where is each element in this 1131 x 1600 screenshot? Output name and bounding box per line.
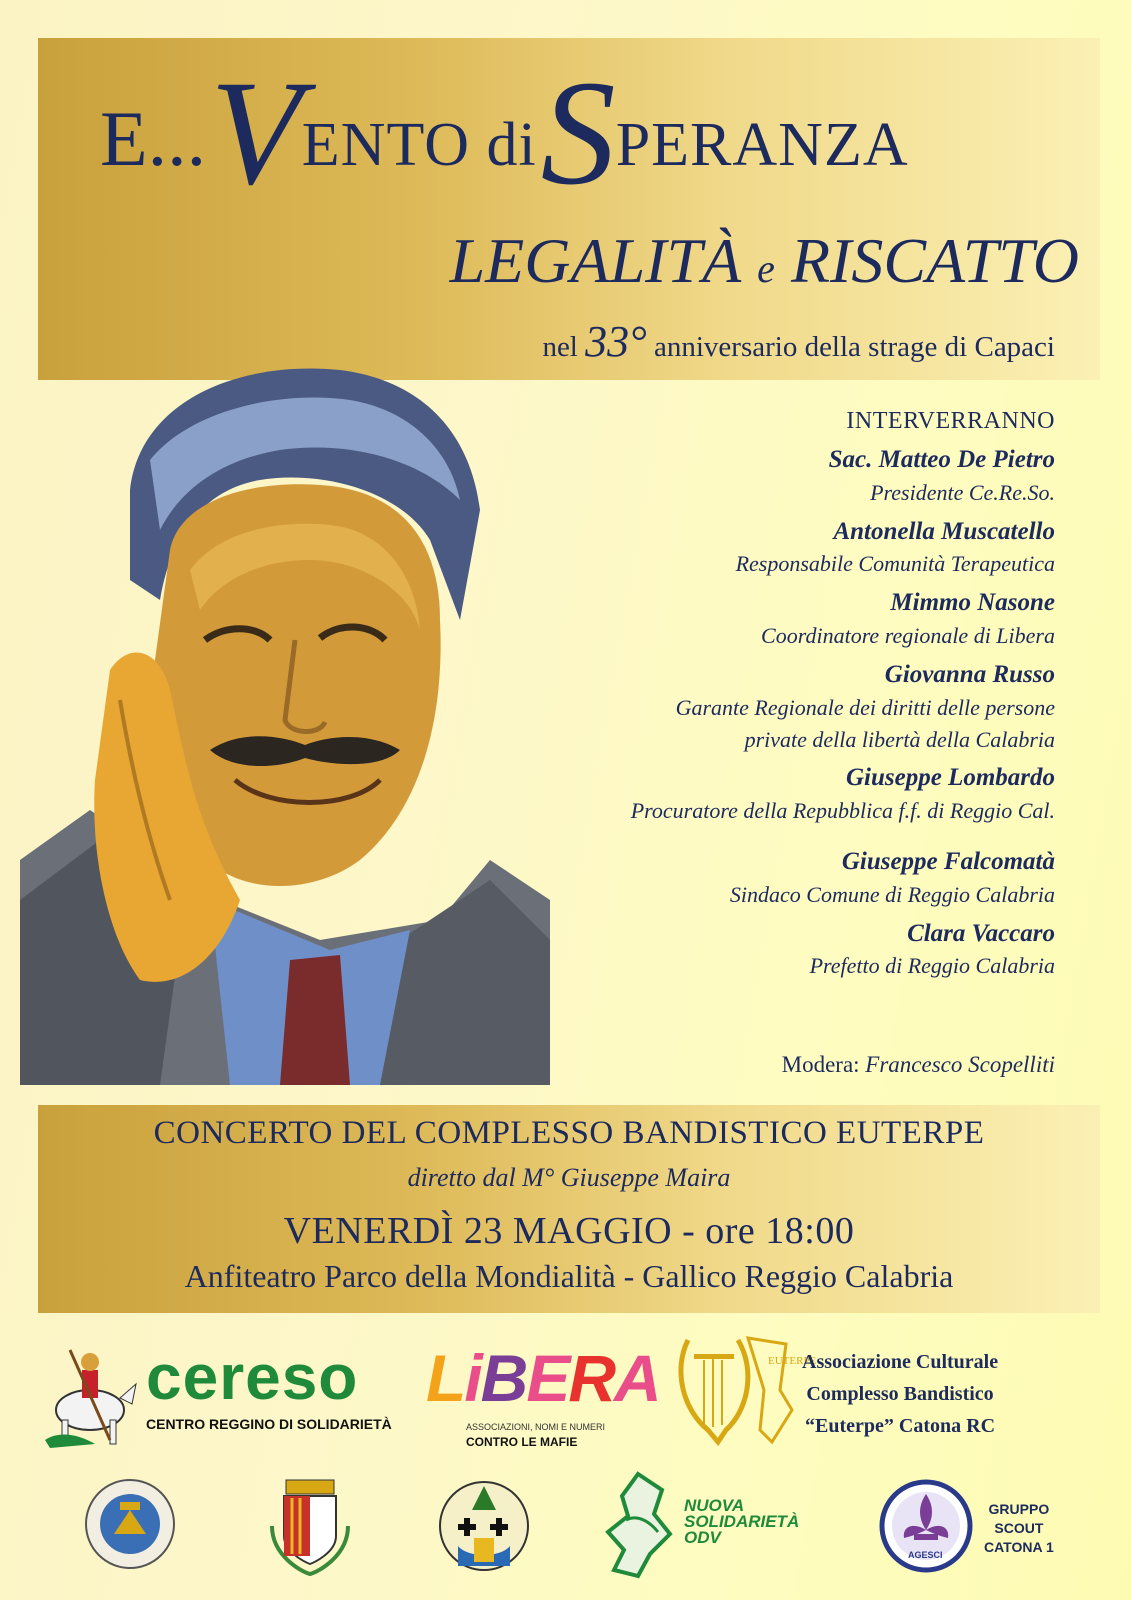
speaker-name: Antonella Muscatello [833, 517, 1055, 545]
moderator-line [782, 1052, 1055, 1078]
poster-title [100, 50, 1080, 216]
concert-title: CONCERTO DEL COMPLESSO BANDISTICO EUTERPE [153, 1115, 985, 1151]
euterpe-lyre-icon [668, 1330, 817, 1450]
concert-band [38, 1105, 1100, 1313]
concert-director: diretto dal M° Giuseppe Maira [407, 1163, 731, 1192]
scout-group-text [984, 1500, 1054, 1557]
speaker-entry [495, 658, 1055, 756]
coat-of-arms-icon [262, 1476, 358, 1576]
speaker-entry [495, 845, 1055, 911]
speaker-role: Presidente Ce.Re.So. [870, 479, 1055, 505]
nuova-line: NUOVA [684, 1496, 745, 1515]
nuova-line: SOLIDARIETÀ [684, 1512, 800, 1532]
speaker-entry [495, 917, 1055, 983]
scout-line: SCOUT [994, 1519, 1044, 1536]
scout-line: CATONA 1 [984, 1538, 1054, 1555]
speaker-name: Giovanna Russo [884, 660, 1055, 688]
speakers-heading: INTERVERRANNO [846, 408, 1055, 434]
speaker-name: Sac. Matteo De Pietro [828, 446, 1055, 473]
speaker-name: Clara Vaccaro [907, 919, 1055, 947]
agesci-label: AGESCI [908, 1550, 943, 1560]
speaker-role: Sindaco Comune di Reggio Calabria [729, 881, 1055, 907]
nuova-solidarieta-text [684, 1498, 799, 1546]
speaker-entry [495, 761, 1055, 827]
speaker-role: Garante Regionale dei diritti delle persone [675, 694, 1055, 720]
euterpe-logo-text [802, 1346, 998, 1442]
concert-venue: Anfiteatro Parco della Mondialità - Gallico Reggio Calabria [184, 1258, 954, 1294]
speaker-role: Responsabile Comunità Terapeutica [735, 551, 1055, 577]
cereso-logo-subtitle: CENTRO REGGINO DI SOLIDARIETÀ [146, 1416, 392, 1432]
anniversary-prefix: nel [542, 331, 578, 363]
municipal-seal-icon [82, 1476, 178, 1572]
speaker-role: Coordinatore regionale di Libera [761, 623, 1055, 649]
scout-line: GRUPPO [988, 1501, 1050, 1517]
libera-logo-sub2: CONTRO LE MAFIE [466, 1435, 578, 1449]
speaker-entry [495, 515, 1055, 581]
nuova-line: ODV [684, 1528, 721, 1548]
subtitle-riscatto: RISCATTO [790, 225, 1079, 296]
poster-subtitle [450, 224, 1079, 298]
euterpe-map-label: EUTERPE [768, 1355, 817, 1367]
calabria-region-icon [438, 1480, 530, 1572]
libera-letter: A [614, 1341, 660, 1415]
speaker-entry [495, 443, 1055, 509]
cereso-saint-george-icon [40, 1340, 140, 1450]
speaker-role: Procuratore della Repubblica f.f. di Reggio Cal. [630, 798, 1055, 824]
libera-letter: B [480, 1341, 527, 1415]
title-speranza: PERANZA [615, 111, 909, 179]
title-vento: ENTO di [301, 111, 537, 179]
cereso-logo-word: cereso [146, 1341, 359, 1413]
libera-logo-sub1: ASSOCIAZIONI, NOMI E NUMERI [466, 1422, 606, 1432]
euterpe-line: “Euterpe” Catona RC [805, 1415, 996, 1437]
anniversary-number: 33° [585, 317, 647, 366]
moderator-name: Francesco Scopelliti [865, 1052, 1055, 1077]
speakers-list [495, 408, 1055, 988]
libera-letter: i [464, 1341, 481, 1415]
speaker-name: Giuseppe Falcomatà [841, 848, 1055, 876]
libera-letter: R [568, 1341, 615, 1415]
libera-letter: E [526, 1341, 569, 1415]
anniversary-suffix: anniversario della strage di Capaci [653, 331, 1055, 363]
subtitle-legalita: LEGALITÀ [449, 225, 742, 296]
speaker-role: private della libertà della Calabria [744, 726, 1055, 752]
nuova-solidarieta-map-icon [598, 1470, 688, 1580]
agesci-scout-badge-icon [878, 1478, 974, 1574]
speaker-name: Giuseppe Lombardo [845, 764, 1055, 792]
euterpe-line: Associazione Culturale [802, 1351, 999, 1373]
speaker-role: Prefetto di Reggio Calabria [809, 953, 1055, 979]
title-e: E... [100, 95, 207, 182]
moderator-label: Modera: [781, 1052, 860, 1077]
portrait-illustration [20, 340, 565, 1085]
subtitle-e: e [757, 246, 775, 291]
libera-logo-word [426, 1340, 660, 1416]
speaker-name: Mimmo Nasone [890, 589, 1055, 617]
speaker-entry [495, 586, 1055, 652]
concert-date: VENERDÌ 23 MAGGIO - ore 18:00 [283, 1210, 855, 1252]
libera-letter: L [426, 1341, 465, 1415]
euterpe-line: Complesso Bandistico [806, 1383, 994, 1405]
anniversary-line [542, 316, 1055, 367]
title-v-cap: V [210, 50, 302, 216]
title-s-cap: S [540, 50, 616, 216]
